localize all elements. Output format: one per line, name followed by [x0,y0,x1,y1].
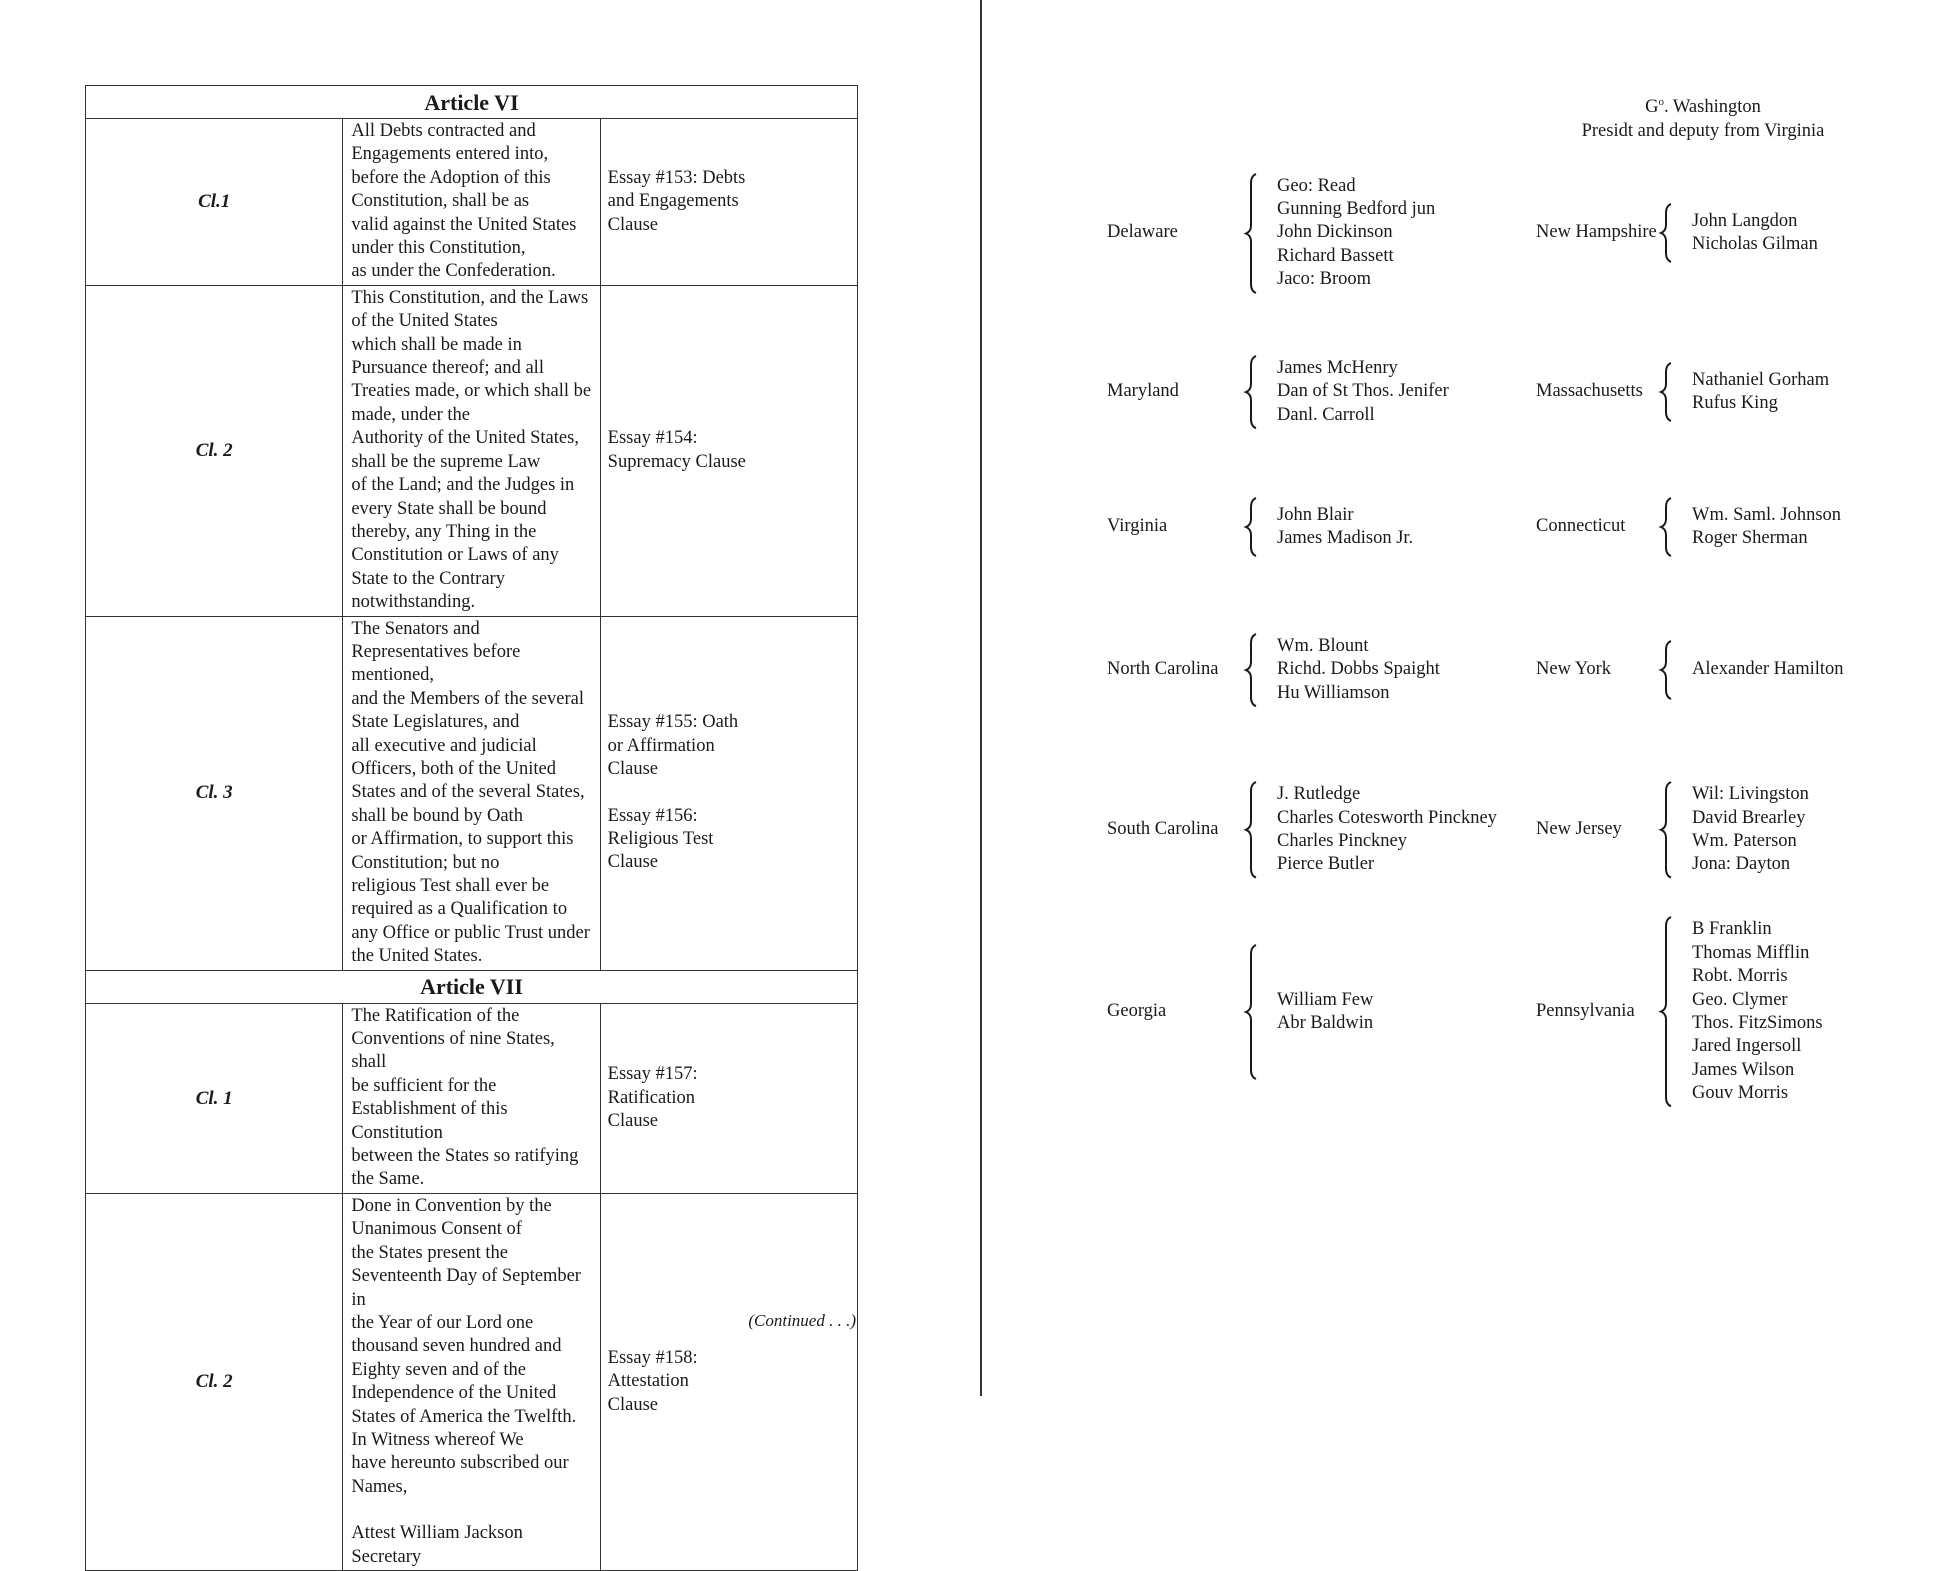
attestation-line: Attest William Jackson Secretary [351,1523,523,1567]
clause-text-line: The Ratification of the Conventions of nine States, shall [351,1005,555,1073]
constitution-table [85,85,858,1571]
essay-reference [600,119,857,286]
clause-text-line: be sufficient for the Establishment of this Constitution [351,1075,508,1143]
clause-row [86,119,858,286]
signer-list [1277,175,1435,292]
essay-line: Clause [607,852,659,873]
signer-list [1692,210,1818,257]
essay-line: Essay #157: [607,1064,698,1085]
signer-name: William Few [1277,989,1374,1010]
state-name: Delaware [1107,222,1178,243]
signer-name: John Langdon [1692,210,1798,231]
signer-name: John Blair [1277,504,1354,525]
clause-label: Cl. 1 [86,1003,343,1193]
clause-text-line: Treaties made, or which shall be made, under the [351,381,592,425]
state-name: Virginia [1107,516,1168,537]
signer-name: B Franklin [1692,919,1772,940]
clause-text-line: which shall be made in Pursuance thereof; and all [351,334,544,379]
state-name: New Jersey [1536,819,1622,840]
clause-text-line: the States present the Seventeenth Day of September in [351,1242,581,1310]
signer-name: Robt. Morris [1692,966,1788,987]
signer-list [1277,357,1449,427]
essay-line: Clause [607,214,659,235]
curly-brace-icon [1245,497,1259,557]
state-name: Maryland [1107,381,1179,402]
signer-name: Hu Williamson [1277,682,1390,703]
essay-line: Clause [607,1110,659,1131]
state-name: South Carolina [1107,819,1219,840]
clause-text-line: This Constitution, and the Laws of the United States [351,287,589,332]
continued-note: (Continued . . .) [748,1311,856,1330]
clause-row [86,1193,858,1570]
signer-name: Roger Sherman [1692,527,1808,548]
signer-name: Gunning Bedford jun [1277,198,1436,219]
curly-brace-icon [1245,173,1259,294]
essay-line: Supremacy Clause [607,451,746,472]
curly-brace-icon [1660,781,1674,879]
page-divider [980,0,982,1396]
essay-line: Essay #156: [607,805,698,826]
signer-name: Jared Ingersoll [1692,1036,1802,1057]
state-name: New York [1536,659,1612,680]
clause-row [86,285,858,616]
clause-label: Cl. 2 [86,1193,343,1570]
clause-label: Cl.1 [86,119,343,286]
signer-name: Dan of St Thos. Jenifer [1277,381,1449,402]
signer-name: Pierce Butler [1277,854,1375,875]
washington-signature [1553,91,1853,143]
essay-line: Religious Test [607,828,714,849]
clause-text [343,1003,600,1193]
clause-text [343,119,600,286]
signer-name: Abr Baldwin [1277,1012,1374,1033]
washington-name: $G^o$. Washington [1645,96,1761,118]
washington-title: Presidt and deputy from Virginia [1581,120,1825,141]
clause-text-line: as under the Confederation. [351,261,556,282]
clause-text-line: have hereunto subscribed our Names, [351,1453,569,1497]
state-name: Connecticut [1536,516,1626,537]
clause-text [343,616,600,970]
clause-label: Cl. 3 [86,616,343,970]
curly-brace-icon [1245,781,1259,879]
essay-line: Essay #155: Oath [607,712,739,733]
signer-list [1692,783,1809,877]
curly-brace-icon [1660,916,1674,1107]
clause-text-line: any Office or public Trust under the United States. [351,922,590,967]
clause-text-line: or Affirmation, to support this Constitution; but no [351,829,574,873]
clause-label: Cl. 2 [86,285,343,616]
article-header-row [86,970,858,1003]
clause-row [86,1003,858,1193]
signer-list [1277,783,1497,877]
clause-text-line: before the Adoption of this Constitution, shall be as [351,167,551,212]
signer-name: Geo. Clymer [1692,989,1788,1010]
essay-line: Essay #154: [607,428,698,449]
essay-line: or Affirmation [607,735,715,756]
curly-brace-icon [1245,633,1259,707]
signer-name: Jaco: Broom [1277,269,1372,290]
clause-row [86,616,858,970]
essay-reference [600,1003,857,1193]
signer-name: Wm. Saml. Johnson [1692,504,1842,525]
clause-text-line: religious Test shall ever be required as a Qualification to [351,876,568,920]
signer-name: Thos. FitzSimons [1692,1012,1823,1033]
state-name: North Carolina [1107,659,1219,680]
signer-name: Geo: Read [1277,175,1356,196]
signer-list [1692,918,1823,1105]
clause-text-line: the Year of our Lord one thousand seven hundred and [351,1312,562,1357]
essay-line: and Engagements [607,191,739,212]
clause-text-line: State to the Contrary notwithstanding. [351,568,505,613]
clause-text [343,285,600,616]
signer-name: Nicholas Gilman [1692,233,1818,254]
state-name: Massachusetts [1536,381,1643,402]
signer-name: Nathaniel Gorham [1692,369,1830,390]
signer-name: John Dickinson [1277,222,1393,243]
curly-brace-icon [1660,640,1674,700]
signer-name: Rufus King [1692,392,1778,413]
curly-brace-icon [1245,944,1259,1080]
signer-list [1277,635,1440,705]
article-title: Article VII [86,970,858,1003]
signer-name: Charles Pinckney [1277,830,1407,851]
signer-name: Richd. Dobbs Spaight [1277,659,1440,680]
clause-text-line: Done in Convention by the Unanimous Consent of [351,1195,552,1240]
signer-list [1692,504,1841,551]
clause-text-line: Authority of the United States, shall be the supreme Law [351,428,579,472]
signer-name: David Brearley [1692,807,1806,828]
clause-text-line: Eighty seven and of the Independence of the United [351,1359,557,1404]
essay-line: Clause [607,759,659,780]
signer-name: Danl. Carroll [1277,404,1375,425]
essay-line: Essay #153: Debts [607,167,746,188]
signer-list [1692,369,1829,416]
essay-line: Clause [607,1394,659,1415]
signer-name: Wil: Livingston [1692,784,1809,805]
clause-text-line: of the Land; and the Judges in every State shall be bound [351,475,575,519]
signer-list [1692,658,1844,681]
essay-reference [600,1193,857,1570]
state-name: New Hampshire [1536,222,1657,243]
signer-list [1277,989,1373,1036]
essay-line: Attestation [607,1371,689,1392]
signer-name: Alexander Hamilton [1692,659,1844,680]
signer-name: Thomas Mifflin [1692,942,1810,963]
clause-text-line: States and of the several States, shall be bound by Oath [351,782,585,826]
signer-name: Gouv Morris [1692,1083,1789,1104]
essay-reference [600,285,857,616]
essay-line: Essay #158: [607,1347,698,1368]
signer-name: Richard Bassett [1277,245,1394,266]
article-header-row [86,86,858,119]
clause-text-line: All Debts contracted and Engagements entered into, [351,121,549,165]
essay-line: Ratification [607,1087,695,1108]
signer-name: James Wilson [1692,1059,1795,1080]
clause-text-line: The Senators and Representatives before mentioned, [351,618,521,686]
clause-text-line: between the States so ratifying the Same. [351,1146,579,1190]
clause-text-line: valid against the United States under this Constitution, [351,214,577,259]
clause-text [343,1193,600,1570]
essay-reference [600,616,857,970]
curly-brace-icon [1660,362,1674,422]
signer-name: James McHenry [1277,357,1398,378]
state-name: Pennsylvania [1536,1001,1635,1022]
article-title: Article VI [86,86,858,119]
curly-brace-icon [1660,497,1674,557]
clause-text-line: and the Members of the several State Legislatures, and [351,688,585,733]
clause-text-line: thereby, any Thing in the Constitution or Laws of any [351,521,559,566]
signer-list [1277,504,1413,551]
curly-brace-icon [1660,203,1674,263]
clause-text-line: States of America the Twelfth. In Witness whereof We [351,1406,577,1450]
curly-brace-icon [1245,355,1259,429]
clause-text-line: all executive and judicial Officers, both of the United [351,735,556,779]
signer-name: J. Rutledge [1277,784,1361,805]
signer-name: Jona: Dayton [1692,854,1791,875]
signer-name: Wm. Paterson [1692,830,1797,851]
state-name: Georgia [1107,1001,1167,1022]
signer-name: Wm. Blount [1277,635,1369,656]
signer-name: Charles Cotesworth Pinckney [1277,807,1497,828]
signer-name: James Madison Jr. [1277,527,1414,548]
